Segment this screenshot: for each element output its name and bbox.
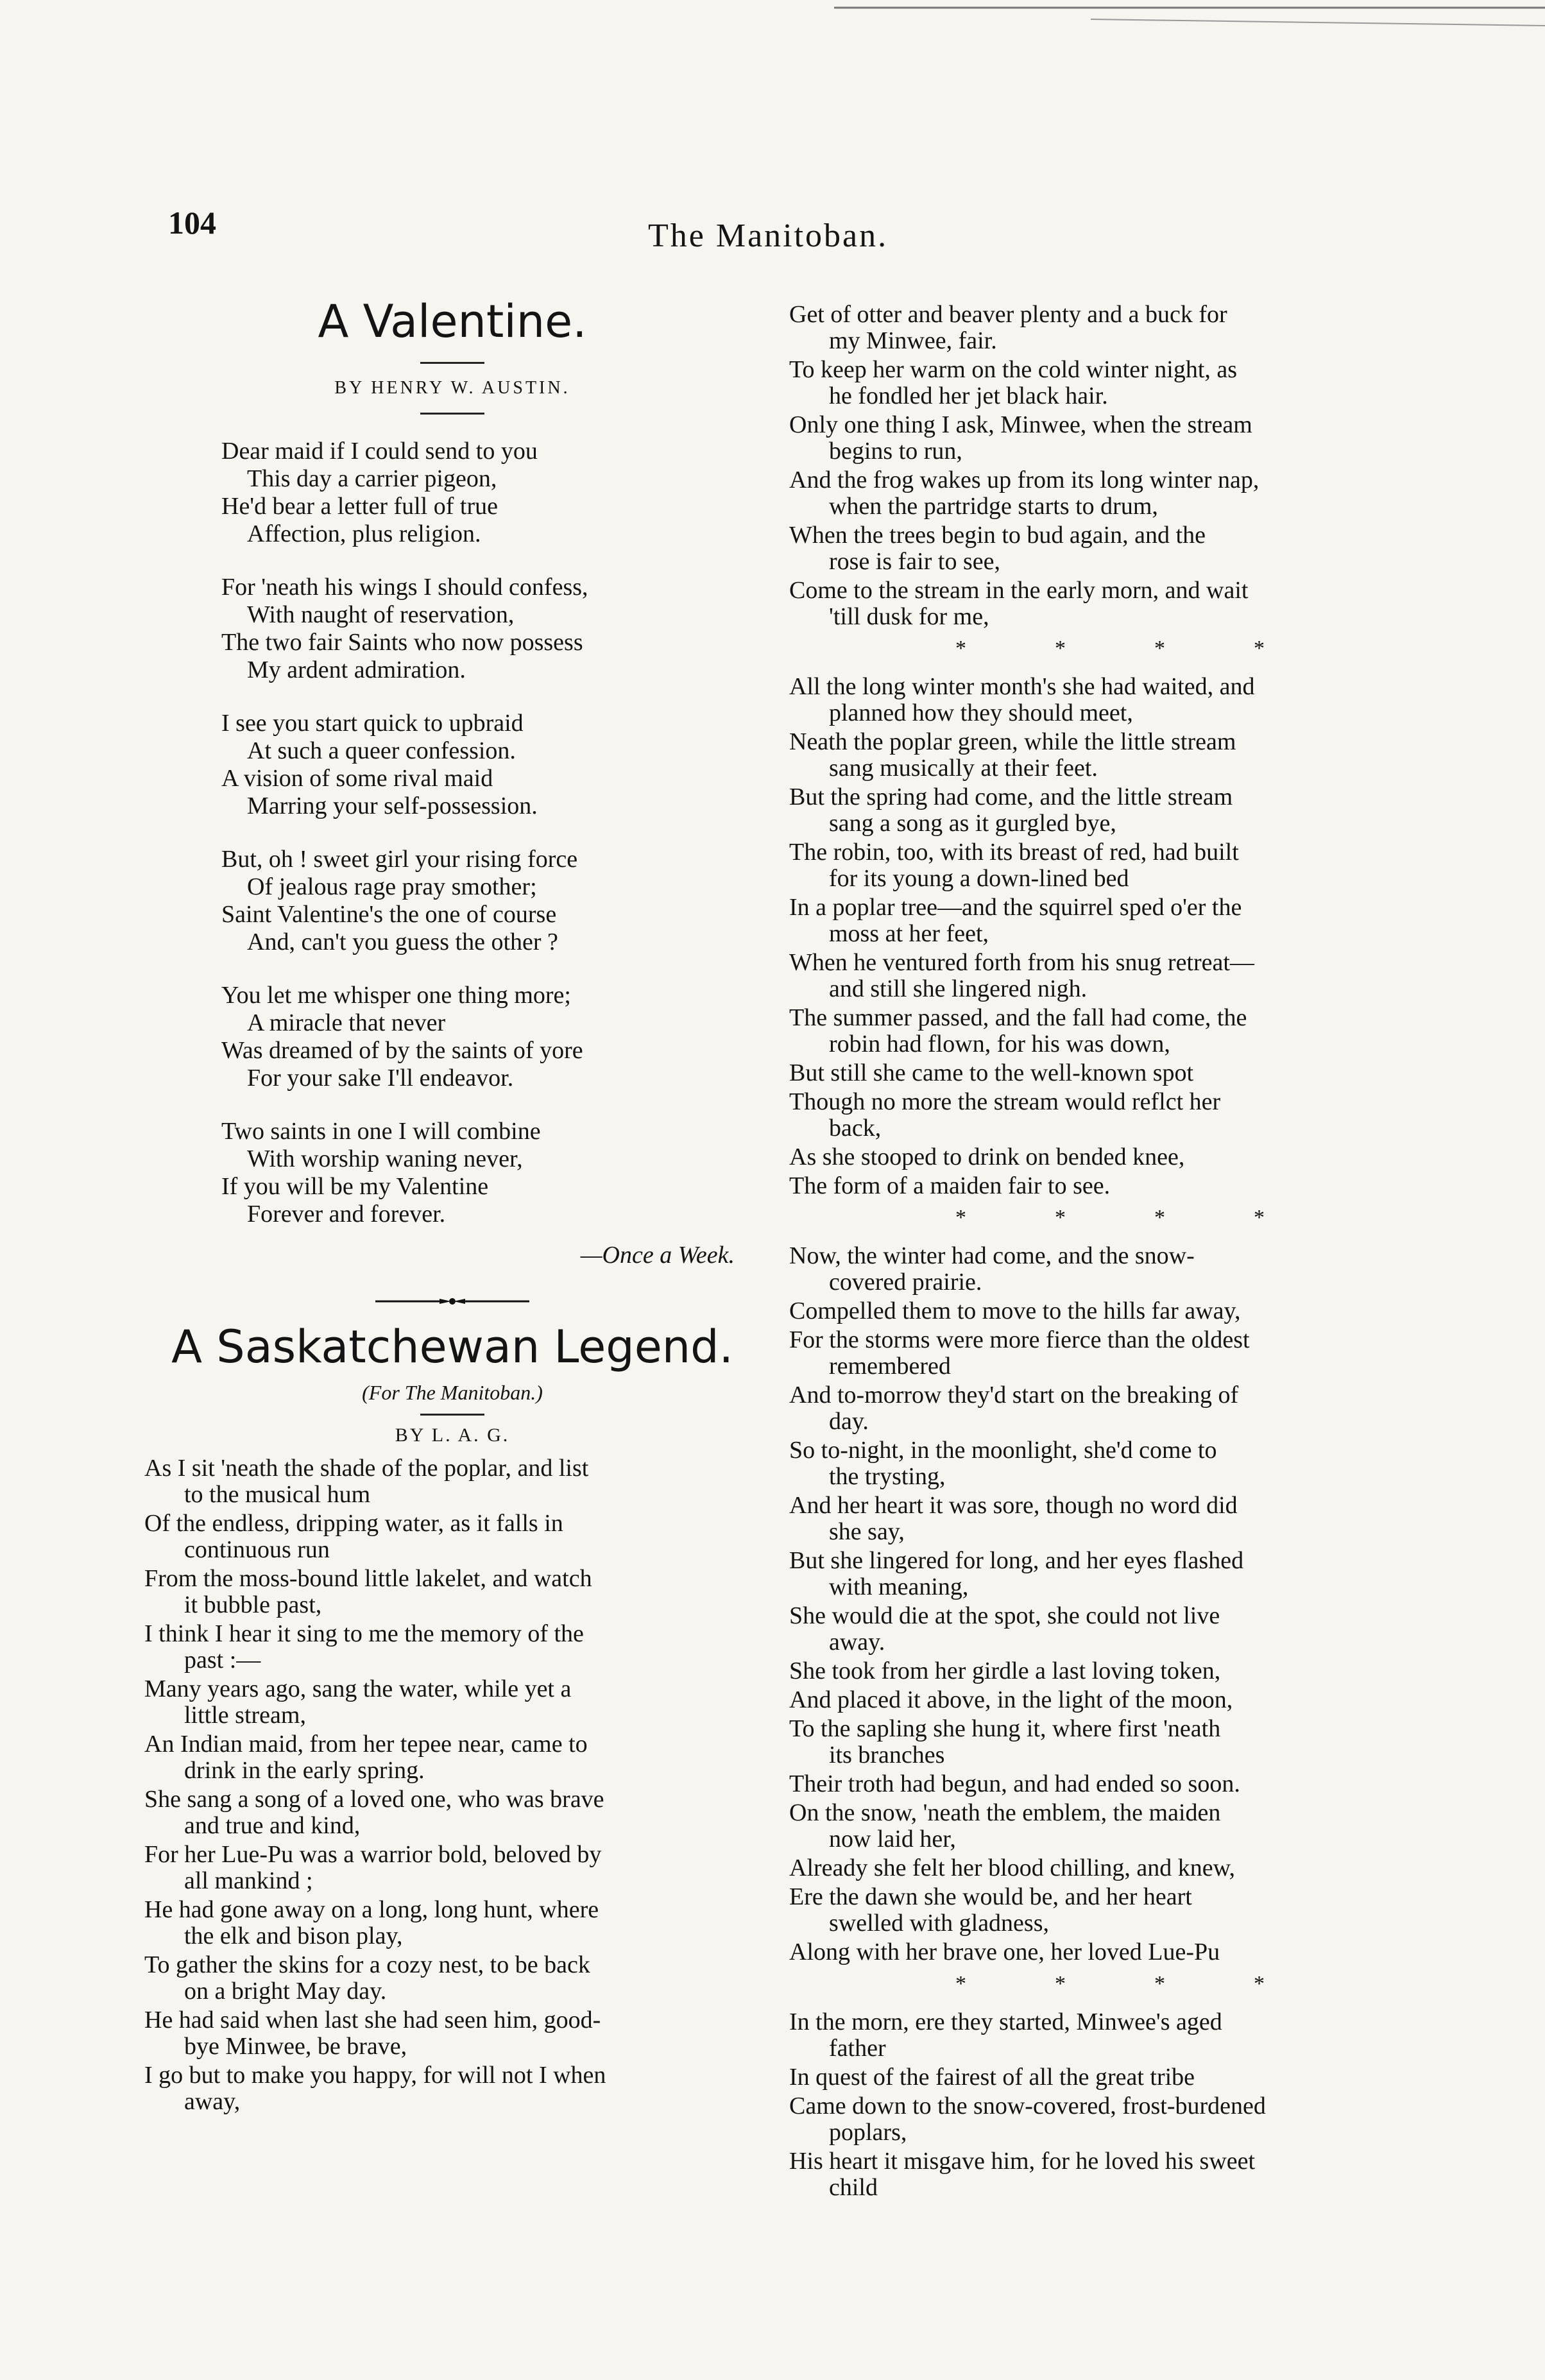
poem-line: A vision of some rival maid — [221, 765, 493, 792]
poem-line: With worship waning never, — [247, 1145, 523, 1172]
verse-line-text: Come to the stream in the early morn, and wait — [789, 577, 1249, 604]
poem-line: The two fair Saints who now possess — [221, 629, 583, 656]
verse-line-continuation: she say, — [829, 1518, 905, 1545]
verse-line — [789, 1005, 1431, 1057]
poem-line: Dear maid if I could send to you — [221, 438, 538, 465]
poem-line: Saint Valentine's the one of course — [221, 901, 557, 928]
verse-line — [789, 674, 1431, 726]
verse-line — [144, 1952, 760, 2005]
verse-line-continuation: moss at her feet, — [829, 920, 989, 947]
verse-line-text: And the frog wakes up from its long winter nap, — [789, 467, 1259, 493]
section-separator — [911, 1206, 1309, 1230]
separator-star: * — [1055, 1972, 1066, 1996]
verse-line-continuation: past :— — [184, 1647, 261, 1674]
verse-line-text: Came down to the snow-covered, frost-burdened — [789, 2093, 1266, 2119]
verse-line — [144, 2007, 760, 2060]
separator-star: * — [1055, 637, 1066, 660]
verse-line — [789, 2064, 1431, 2091]
verse-line-text: For her Lue-Pu was a warrior bold, beloved by — [144, 1841, 602, 1868]
verse-line — [789, 1493, 1431, 1545]
verse-line-text: He had gone away on a long, long hunt, where — [144, 1896, 599, 1923]
verse-line — [789, 578, 1431, 630]
verse-line — [144, 1511, 760, 1563]
verse-line-continuation: he fondled her jet black hair. — [829, 382, 1108, 409]
verse-line-text: But she lingered for long, and her eyes flashed — [789, 1547, 1244, 1574]
verse-line-continuation: planned how they should meet, — [829, 699, 1133, 726]
verse-line-continuation: to the musical hum — [184, 1481, 371, 1508]
verse-line-text: She sang a song of a loved one, who was brave — [144, 1786, 604, 1813]
verse-line — [789, 950, 1431, 1002]
verse-line — [789, 839, 1431, 892]
verse-line-text: Of the endless, dripping water, as it falls in — [144, 1510, 563, 1537]
verse-line-continuation: when the partridge starts to drum, — [829, 493, 1158, 520]
verse-line-text: She took from her girdle a last loving token, — [789, 1657, 1221, 1684]
verse-line-text: The robin, too, with its breast of red, had built — [789, 839, 1239, 866]
verse-line-text: And her heart it was sore, though no word did — [789, 1492, 1238, 1519]
separator-star: * — [1254, 637, 1265, 660]
poem-stanza — [221, 1118, 760, 1228]
divider-rule — [420, 1414, 484, 1416]
verse-line — [789, 1800, 1431, 1853]
verse-line-text: So to-night, in the moonlight, she'd come to — [789, 1437, 1217, 1464]
verse-line — [144, 1842, 760, 1894]
verse-line — [789, 1437, 1431, 1490]
verse-line — [789, 1548, 1431, 1600]
poem-stanza — [221, 438, 760, 548]
verse-line-continuation: with meaning, — [829, 1573, 969, 1600]
separator-star: * — [1055, 1206, 1066, 1229]
verse-line-text: But the spring had come, and the little stream — [789, 783, 1233, 810]
verse-line-continuation: all mankind ; — [184, 1867, 313, 1894]
verse-line — [789, 1884, 1431, 1937]
verse-line-text: In a poplar tree—and the squirrel sped o'er the — [789, 894, 1242, 921]
verse-line-continuation: the elk and bison play, — [184, 1922, 403, 1949]
verse-line-continuation: continuous run — [184, 1536, 330, 1563]
poem-line: Marring your self-possession. — [247, 792, 538, 819]
verse-line — [144, 1731, 760, 1784]
verse-line-continuation: begins to run, — [829, 438, 962, 465]
verse-line-continuation: my Minwee, fair. — [829, 327, 997, 354]
verse-line-continuation: on a bright May day. — [184, 1978, 387, 2005]
verse-line — [789, 1382, 1431, 1435]
valentine-title: A Valentine. — [318, 295, 587, 348]
verse-line-continuation: day. — [829, 1408, 869, 1435]
separator-star: * — [1154, 1972, 1165, 1996]
verse-line — [789, 412, 1431, 465]
verse-line-text: And to-morrow they'd start on the breaking of — [789, 1382, 1239, 1408]
poem-line: You let me whisper one thing more; — [221, 982, 571, 1009]
verse-line-text: Neath the poplar green, while the little stream — [789, 728, 1236, 755]
verse-line-continuation: child — [829, 2174, 878, 2201]
verse-line-continuation: covered prairie. — [829, 1269, 982, 1296]
poem-stanza — [221, 574, 760, 684]
verse-line-text: Already she felt her blood chilling, and knew, — [789, 1854, 1236, 1881]
poem-line: Was dreamed of by the saints of yore — [221, 1037, 583, 1064]
legend-subtitle: (For The Manitoban.) — [362, 1381, 543, 1404]
section-separator — [911, 637, 1309, 661]
verse-line-text: Only one thing I ask, Minwee, when the stream — [789, 411, 1252, 438]
verse-line-continuation: away. — [829, 1629, 885, 1656]
verse-line — [789, 522, 1431, 575]
verse-line-text: An Indian maid, from her tepee near, came to — [144, 1731, 588, 1758]
verse-line — [789, 357, 1431, 409]
verse-line-text: Now, the winter had come, and the snow- — [789, 1242, 1195, 1269]
verse-line-text: I think I hear it sing to me the memory of the — [144, 1620, 584, 1647]
verse-line — [789, 2093, 1431, 2146]
page-number: 104 — [168, 205, 216, 241]
left-column — [144, 282, 760, 2118]
verse-line-text: I go but to make you happy, for will not I when — [144, 2062, 606, 2089]
verse-line-continuation: poplars, — [829, 2119, 907, 2146]
verse-line — [789, 1327, 1431, 1380]
verse-line-text: And placed it above, in the light of the moon, — [789, 1686, 1233, 1713]
separator-star: * — [955, 1972, 966, 1996]
verse-line-continuation: remembered — [829, 1353, 951, 1380]
poem-stanza — [221, 710, 760, 820]
verse-line-continuation: away, — [184, 2088, 241, 2115]
verse-line-text: For the storms were more fierce than the oldest — [789, 1326, 1250, 1353]
poem-stanza — [221, 982, 760, 1092]
verse-line-text: His heart it misgave him, for he loved his sweet — [789, 2148, 1256, 2175]
poem-line: At such a queer confession. — [247, 737, 516, 764]
verse-line-continuation: and true and kind, — [184, 1812, 361, 1839]
legend-verse-section — [789, 302, 1431, 630]
legend-verse-left — [144, 1455, 760, 2115]
verse-line-continuation: swelled with gladness, — [829, 1910, 1050, 1937]
verse-line — [789, 1173, 1431, 1199]
ornamental-divider — [375, 1295, 529, 1308]
verse-line — [789, 729, 1431, 782]
verse-line — [789, 1939, 1431, 1965]
verse-line — [789, 1060, 1431, 1086]
poem-line: For your sake I'll endeavor. — [247, 1065, 514, 1092]
verse-line — [144, 1566, 760, 1618]
separator-star: * — [955, 1206, 966, 1229]
right-column — [789, 302, 1431, 2204]
verse-line-continuation: now laid her, — [829, 1826, 956, 1853]
verse-line — [789, 1298, 1431, 1324]
separator-star: * — [955, 637, 966, 660]
verse-line-text: Their troth had begun, and had ended so soon. — [789, 1770, 1240, 1797]
verse-line-text: All the long winter month's she had waited, and — [789, 673, 1255, 700]
poem-line: Of jealous rage pray smother; — [247, 873, 537, 900]
verse-line-text: In the morn, ere they started, Minwee's aged — [789, 2008, 1222, 2035]
poem-line: Affection, plus religion. — [247, 520, 481, 547]
verse-line — [144, 1676, 760, 1729]
legend-verse-section — [789, 674, 1431, 1199]
verse-line — [789, 1855, 1431, 1881]
verse-line-continuation: 'till dusk for me, — [829, 603, 989, 630]
poem-line: My ardent admiration. — [247, 656, 466, 683]
verse-line-text: Ere the dawn she would be, and her heart — [789, 1883, 1192, 1910]
verse-line-text: From the moss-bound little lakelet, and watch — [144, 1565, 592, 1592]
verse-line-continuation: and still she lingered nigh. — [829, 975, 1088, 1002]
verse-line — [789, 1089, 1431, 1142]
legend-verse-section — [789, 2009, 1431, 2201]
legend-byline: BY L. A. G. — [395, 1425, 510, 1446]
verse-line — [144, 1621, 760, 1674]
verse-line-text: In quest of the fairest of all the great tribe — [789, 2064, 1195, 2091]
verse-line — [789, 2009, 1431, 2062]
verse-line — [144, 1897, 760, 1949]
verse-line-text: When the trees begin to bud again, and the — [789, 522, 1206, 549]
verse-line — [789, 1687, 1431, 1713]
poem-line: I see you start quick to upbraid — [221, 710, 524, 737]
verse-line-continuation: back, — [829, 1115, 882, 1142]
verse-line-text: To keep her warm on the cold winter night, as — [789, 356, 1238, 383]
verse-line-text: To the sapling she hung it, where first 'neath — [789, 1715, 1221, 1742]
verse-line-text: On the snow, 'neath the emblem, the maiden — [789, 1799, 1221, 1826]
verse-line — [789, 1243, 1431, 1296]
verse-line-continuation: drink in the early spring. — [184, 1757, 425, 1784]
poem-line: And, can't you guess the other ? — [247, 929, 558, 955]
verse-line — [789, 784, 1431, 837]
poem-line: Forever and forever. — [247, 1201, 446, 1228]
verse-line — [789, 302, 1431, 354]
poem-line: But, oh ! sweet girl your rising force — [221, 846, 578, 873]
verse-line-text: As she stooped to drink on bended knee, — [789, 1143, 1185, 1170]
poem-line: He'd bear a letter full of true — [221, 493, 498, 520]
divider-rule — [420, 362, 484, 364]
verse-line-continuation: sang musically at their feet. — [829, 755, 1098, 782]
legend-verse-section — [789, 1243, 1431, 1965]
verse-line — [144, 1455, 760, 1508]
valentine-byline: BY HENRY W. AUSTIN. — [334, 378, 570, 398]
verse-line-continuation: for its young a down-lined bed — [829, 865, 1129, 892]
verse-line-text: The form of a maiden fair to see. — [789, 1172, 1111, 1199]
poem-line: With naught of reservation, — [247, 601, 515, 628]
verse-line — [144, 2062, 760, 2115]
verse-line-continuation: the trysting, — [829, 1463, 946, 1490]
verse-line-continuation: robin had flown, for his was down, — [829, 1031, 1170, 1057]
poem-line: For 'neath his wings I should confess, — [221, 574, 588, 601]
poem-line: This day a carrier pigeon, — [247, 465, 497, 492]
verse-line-text: When he ventured forth from his snug retreat— — [789, 949, 1254, 976]
verse-line-continuation: its branches — [829, 1742, 945, 1768]
verse-line — [789, 1603, 1431, 1656]
section-separator — [911, 1972, 1309, 1996]
verse-line-text: Though no more the stream would reflct her — [789, 1088, 1221, 1115]
verse-line-text: Get of otter and beaver plenty and a buck for — [789, 301, 1227, 328]
verse-line-text: As I sit 'neath the shade of the poplar, and list — [144, 1455, 589, 1482]
separator-star: * — [1254, 1972, 1265, 1996]
verse-line — [144, 1786, 760, 1839]
verse-line-text: But still she came to the well-known spot — [789, 1059, 1194, 1086]
verse-line-continuation: bye Minwee, be brave, — [184, 2033, 407, 2060]
verse-line — [789, 1771, 1431, 1797]
verse-line — [789, 467, 1431, 520]
verse-line-continuation: father — [829, 2035, 886, 2062]
verse-line-text: Compelled them to move to the hills far away, — [789, 1297, 1241, 1324]
verse-line — [789, 2148, 1431, 2201]
poem-line: A miracle that never — [247, 1009, 446, 1036]
poem-line: If you will be my Valentine — [221, 1173, 489, 1200]
verse-line — [789, 895, 1431, 947]
valentine-poem — [144, 438, 760, 1228]
verse-line-text: To gather the skins for a cozy nest, to be back — [144, 1951, 590, 1978]
top-edge-rule — [0, 0, 1545, 39]
verse-line-continuation: little stream, — [184, 1702, 306, 1729]
verse-line-continuation: sang a song as it gurgled bye, — [829, 810, 1116, 837]
poem-line: Two saints in one I will combine — [221, 1118, 541, 1145]
verse-line — [789, 1658, 1431, 1684]
verse-line-text: Along with her brave one, her loved Lue-Pu — [789, 1939, 1220, 1965]
legend-title: A Saskatchewan Legend. — [171, 1321, 733, 1373]
separator-star: * — [1254, 1206, 1265, 1229]
verse-line-continuation: it bubble past, — [184, 1591, 322, 1618]
separator-star: * — [1154, 1206, 1165, 1229]
verse-line-continuation: rose is fair to see, — [829, 548, 1000, 575]
verse-line-text: She would die at the spot, she could not live — [789, 1602, 1220, 1629]
poem-stanza — [221, 846, 760, 956]
verse-line — [789, 1144, 1431, 1170]
verse-line-text: The summer passed, and the fall had come, the — [789, 1004, 1247, 1031]
verse-line-text: Many years ago, sang the water, while yet a — [144, 1675, 572, 1702]
divider-rule — [420, 413, 484, 415]
valentine-attribution: —Once a Week. — [580, 1242, 735, 1269]
verse-line — [789, 1716, 1431, 1768]
verse-line-text: He had said when last she had seen him, good- — [144, 2007, 601, 2033]
separator-star: * — [1154, 637, 1165, 660]
running-title: The Manitoban. — [648, 218, 889, 254]
